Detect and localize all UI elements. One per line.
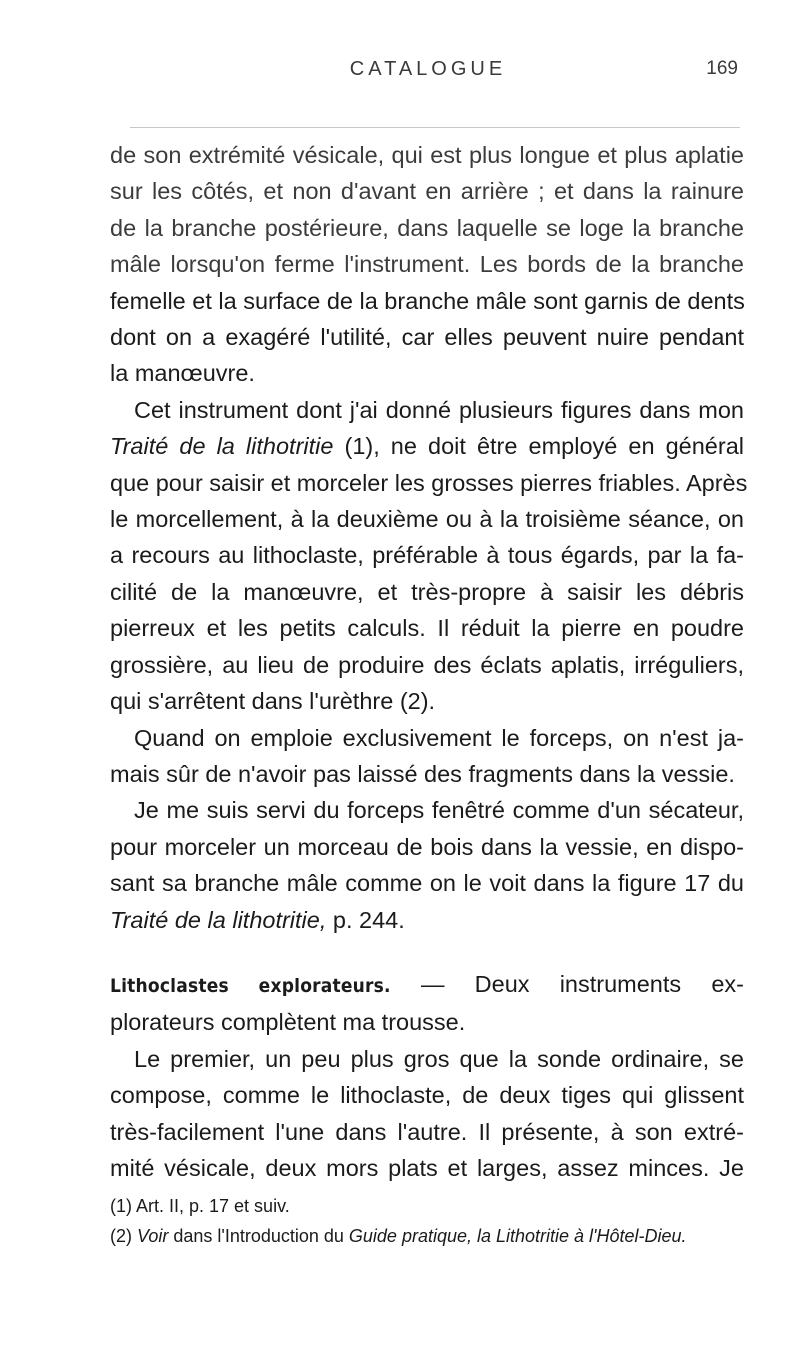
running-title: CATALOGUE (349, 58, 507, 80)
text-line: dont on a exagéré l'utilité, car elles peuvent nuire pendant (110, 324, 744, 351)
text-line: qui s'arrêtent dans l'urèthre (2). (110, 688, 436, 715)
text-line: que pour saisir et morceler les grosses pierres friables. Après (110, 469, 748, 496)
footnote-italic: Guide pratique, la Lithotritie à l'Hôtel-Dieu. (348, 1226, 687, 1246)
book-title-italic: Traité de la lithotritie, (110, 906, 327, 933)
body-text (110, 137, 748, 1186)
footnote-italic: Voir (137, 1226, 169, 1246)
text-line: a recours au lithoclaste, préférable à tous égards, par la fa- (110, 542, 744, 569)
text-line: Je me suis servi du forceps fenêtré comme d'un sécateur, (134, 797, 744, 824)
paragraph-2 (110, 392, 748, 720)
text-run: p. 244. (326, 906, 405, 933)
text-line (110, 902, 744, 938)
text-line: mâle lorsqu'on ferme l'instrument. Les bords de la branche (110, 251, 744, 278)
running-head (118, 58, 738, 88)
text-line: Le premier, un peu plus gros que la sonde ordinaire, se (134, 1045, 744, 1072)
text-line: pierreux et les petits calculs. Il réduit la pierre en poudre (110, 615, 744, 642)
text-line: très-facilement l'une dans l'autre. Il présente, à son extré- (110, 1118, 744, 1145)
text-run: dans l'Introduction du (168, 1226, 349, 1246)
text-line: pour morceler un morceau de bois dans la vessie, en dispo- (110, 833, 744, 860)
section-heading: Lithoclastes explorateurs. (110, 974, 391, 997)
paragraph-4 (110, 792, 744, 938)
text-line: sant sa branche mâle comme on le voit dans la figure 17 du (110, 870, 744, 897)
section-spacer (110, 938, 744, 966)
footnote-1: (1) Art. II, p. 17 et suiv. (110, 1196, 290, 1216)
text-line: de son extrémité vésicale, qui est plus longue et plus aplatie (110, 142, 744, 168)
paragraph-6 (110, 1041, 744, 1187)
text-line: Quand on emploie exclusivement le forceps, on n'est ja- (134, 724, 744, 751)
footnote-marker: (2) (110, 1226, 137, 1246)
text-line: femelle et la surface de la branche mâle sont garnis de dents (110, 287, 745, 314)
footnotes (110, 1191, 750, 1251)
paragraph-1 (110, 137, 744, 392)
text-line (110, 428, 744, 464)
book-title-italic: Traité de la lithotritie (110, 433, 334, 460)
text-line: mais sûr de n'avoir pas laissé des fragments dans la vessie. (110, 760, 735, 787)
text-line (110, 966, 744, 1004)
text-run: (1), ne doit être employé en général (333, 433, 744, 460)
header-rule (130, 127, 740, 128)
text-line: cilité de la manœuvre, et très-propre à saisir les débris (110, 578, 744, 605)
paragraph-5 (110, 966, 744, 1041)
text-line: Cet instrument dont j'ai donné plusieurs figures dans mon (134, 396, 744, 423)
footnote-2 (110, 1221, 750, 1251)
text-line: grossière, au lieu de produire des éclats aplatis, irréguliers, (110, 651, 744, 678)
text-run: — Deux instruments ex- (390, 970, 744, 997)
text-line: plorateurs complètent ma trousse. (110, 1009, 466, 1036)
paragraph-3 (110, 720, 744, 793)
text-line: mité vésicale, deux mors plats et larges, assez minces. Je (110, 1154, 744, 1181)
page-number: 169 (706, 58, 738, 79)
text-line: sur les côtés, et non d'avant en arrière ; et dans la rainure (110, 178, 744, 205)
text-line: la manœuvre. (110, 360, 255, 387)
text-line: compose, comme le lithoclaste, de deux tiges qui glissent (110, 1082, 744, 1109)
text-line: le morcellement, à la deuxième ou à la troisième séance, on (110, 506, 744, 533)
text-line: de la branche postérieure, dans laquelle se loge la branche (110, 214, 744, 241)
